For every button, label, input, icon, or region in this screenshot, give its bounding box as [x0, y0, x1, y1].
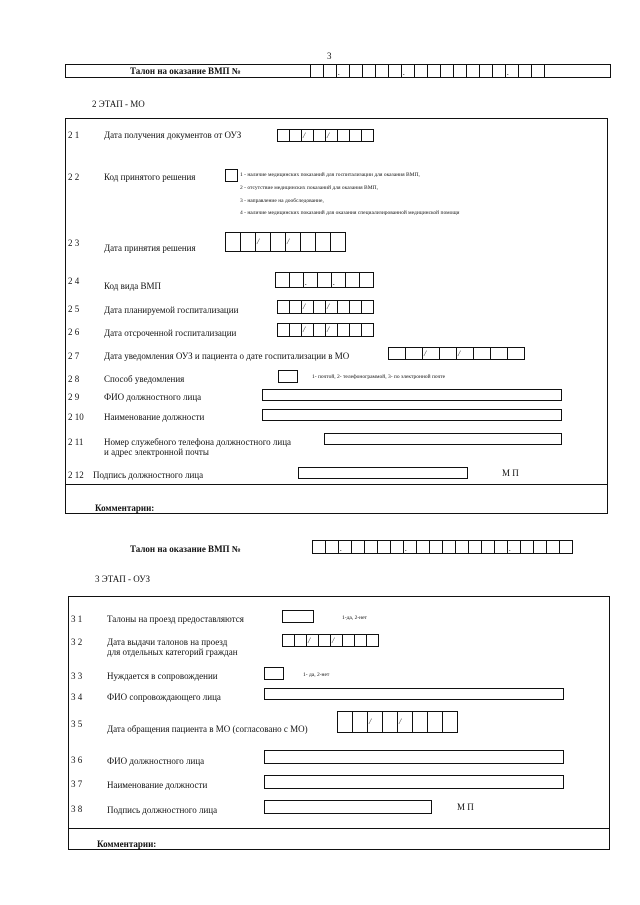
stage2-heading: 2 ЭТАП - МО [92, 99, 145, 109]
row-num: 2 6 [68, 327, 80, 337]
stage2-divider [65, 484, 608, 485]
tickets-provided-field[interactable] [282, 610, 314, 623]
row-num: 2 1 [68, 130, 80, 140]
row-label: Дата уведомления ОУЗ и пациента о дате госпитализации в МО [104, 351, 350, 361]
input-cell[interactable] [331, 272, 346, 288]
date-separator: / [308, 635, 311, 645]
row-label: Дата планируемой госпитализации [104, 305, 239, 315]
row-label-2: для отдельных категорий граждан [107, 647, 238, 657]
code-separator: . [403, 68, 405, 77]
input-cell[interactable] [490, 347, 508, 360]
row-label: Нуждается в сопровождении [107, 671, 218, 681]
input-cell[interactable] [505, 64, 519, 78]
input-cell[interactable] [492, 64, 506, 78]
input-cell[interactable] [361, 323, 374, 337]
row-num: 2 3 [68, 238, 80, 248]
input-cell[interactable] [352, 711, 368, 733]
input-cell[interactable] [403, 540, 417, 554]
comments-label-3: Комментарии: [97, 839, 157, 849]
row-num: 3 2 [71, 637, 83, 647]
row-label: Наименование должности [107, 780, 208, 790]
official-name-field[interactable] [262, 389, 562, 401]
input-cell[interactable] [390, 540, 404, 554]
row-num: 2 9 [68, 392, 80, 402]
row-label: Подпись должностного лица [93, 470, 204, 480]
code-separator: . [507, 68, 509, 77]
stamp-label: М П [502, 468, 519, 478]
input-cell[interactable] [546, 540, 560, 554]
tickets-date-field[interactable] [282, 634, 379, 647]
input-cell[interactable] [285, 232, 301, 252]
vmp-code-field[interactable] [275, 272, 374, 288]
row-num: 2 11 [68, 437, 84, 447]
decision-code-1: 1 - наличие медицинских показаний для госпитализации для оказания ВМП, [240, 172, 420, 178]
input-cell[interactable] [349, 64, 363, 78]
row-label: Дата обращения пациента в МО (согласовано с МО) [107, 724, 308, 734]
date-separator: / [369, 717, 372, 726]
input-cell[interactable] [507, 347, 525, 360]
input-cell[interactable] [481, 540, 495, 554]
date-separator: / [327, 302, 330, 311]
input-cell[interactable] [401, 64, 415, 78]
row-num: 3 5 [71, 719, 83, 729]
date-separator: / [458, 348, 461, 358]
input-cell[interactable] [397, 711, 413, 733]
input-cell[interactable] [362, 64, 376, 78]
date-separator: / [303, 302, 306, 311]
input-cell[interactable] [559, 540, 573, 554]
input-cell[interactable] [388, 347, 406, 360]
input-cell[interactable] [494, 540, 508, 554]
input-cell[interactable] [414, 64, 428, 78]
phone-email-field[interactable] [324, 433, 562, 445]
row-label: Дата выдачи талонов на проезд [107, 637, 228, 647]
row-label: Талоны на проезд предоставляются [107, 614, 244, 624]
row-label: Способ уведомления [104, 374, 185, 384]
row-num: 2 5 [68, 304, 80, 314]
row-label: Наименование должности [104, 412, 205, 422]
date-separator: / [257, 237, 260, 246]
decision-code-2: 2 - отсутствие медицинских показаний для оказания ВМП, [240, 185, 378, 191]
notification-date-field[interactable] [388, 347, 525, 360]
code-separator: . [305, 278, 307, 287]
decision-code-field[interactable] [225, 169, 238, 182]
escort-name-field[interactable] [264, 688, 564, 700]
date-separator: / [287, 237, 290, 246]
date-separator: / [327, 130, 330, 140]
date-received-field[interactable] [277, 129, 374, 142]
decision-date-field[interactable] [225, 232, 346, 252]
row-num: 2 7 [68, 351, 80, 361]
input-cell[interactable] [338, 540, 352, 554]
input-cell[interactable] [351, 540, 365, 554]
patient-appeal-date-field[interactable] [337, 711, 458, 733]
stamp-label-3: М П [457, 802, 474, 812]
row-num: 2 10 [68, 412, 84, 422]
input-cell[interactable] [359, 272, 374, 288]
deferred-hosp-date-field[interactable] [277, 323, 374, 337]
decision-code-3: 3 - направление на дообследование, [240, 198, 324, 204]
input-cell[interactable] [325, 540, 339, 554]
date-separator: / [424, 348, 427, 358]
talon-number-cells[interactable] [310, 64, 545, 78]
row-label: ФИО должностного лица [107, 756, 205, 766]
position-title-field-3[interactable] [264, 775, 564, 789]
decision-code-4: 4 - наличие медицинских показаний для оказания специализированной медицинской помощи [240, 210, 460, 216]
input-cell[interactable] [323, 64, 337, 78]
row-label: ФИО сопровождающего лица [107, 692, 221, 702]
input-cell[interactable] [310, 64, 324, 78]
input-cell[interactable] [289, 272, 304, 288]
input-cell[interactable] [255, 232, 271, 252]
date-separator: / [327, 325, 330, 334]
row-label: ФИО должностного лица [104, 392, 202, 402]
input-cell[interactable] [442, 711, 458, 733]
row-num: 3 8 [71, 804, 83, 814]
input-cell[interactable] [453, 64, 467, 78]
input-cell[interactable] [455, 540, 469, 554]
input-cell[interactable] [367, 711, 383, 733]
input-cell[interactable] [315, 232, 331, 252]
input-cell[interactable] [507, 540, 521, 554]
input-cell[interactable] [361, 129, 374, 142]
row-num: 3 6 [71, 755, 83, 765]
input-cell[interactable] [468, 540, 482, 554]
row-num: 2 12 [68, 470, 84, 480]
stage3-divider [68, 828, 610, 829]
input-cell[interactable] [412, 711, 428, 733]
input-cell[interactable] [531, 64, 545, 78]
input-cell[interactable] [375, 64, 389, 78]
input-cell[interactable] [520, 540, 534, 554]
input-cell[interactable] [440, 64, 454, 78]
notify-methods-legend: 1- почтой, 2- телефонограммой, 3- по электронной почте [312, 374, 446, 380]
talon-number-cells-2[interactable] [312, 540, 573, 554]
input-cell[interactable] [416, 540, 430, 554]
input-cell[interactable] [337, 711, 353, 733]
row-label: Подпись должностного лица [107, 805, 218, 815]
position-title-field[interactable] [262, 409, 562, 421]
row-label: Дата принятия решения [104, 243, 196, 253]
input-cell[interactable] [479, 64, 493, 78]
talon-title-2: Талон на оказание ВМП № [130, 544, 241, 554]
code-separator: . [340, 544, 342, 553]
escort-needed-field[interactable] [264, 667, 284, 680]
input-cell[interactable] [466, 64, 480, 78]
stage3-heading: 3 ЭТАП - ОУЗ [95, 574, 150, 584]
input-cell[interactable] [518, 64, 532, 78]
row-num: 2 8 [68, 374, 80, 384]
date-separator: / [399, 717, 402, 726]
row-label: Дата отсроченной госпитализации [104, 328, 237, 338]
row-label: Код принятого решения [104, 172, 196, 182]
input-cell[interactable] [427, 711, 443, 733]
input-cell[interactable] [312, 540, 326, 554]
row-num: 2 4 [68, 276, 80, 286]
input-cell[interactable] [366, 634, 379, 647]
input-cell[interactable] [361, 300, 374, 314]
row-num: 3 3 [71, 671, 83, 681]
notify-method-field[interactable] [278, 370, 298, 383]
signature-field-3[interactable] [264, 800, 432, 814]
talon-title: Талон на оказание ВМП № [130, 66, 241, 76]
input-cell[interactable] [456, 347, 474, 360]
row-label-2: и адрес электронной почты [104, 447, 209, 457]
input-cell[interactable] [240, 232, 256, 252]
date-separator: / [303, 130, 306, 140]
signature-field[interactable] [298, 467, 468, 479]
date-separator: / [332, 635, 335, 645]
input-cell[interactable] [377, 540, 391, 554]
input-cell[interactable] [364, 540, 378, 554]
yes-no-legend-2: 1- да, 2-нет [303, 672, 330, 678]
input-cell[interactable] [533, 540, 547, 554]
input-cell[interactable] [422, 347, 440, 360]
planned-hosp-date-field[interactable] [277, 300, 374, 314]
input-cell[interactable] [336, 64, 350, 78]
input-cell[interactable] [473, 347, 491, 360]
input-cell[interactable] [300, 232, 316, 252]
input-cell[interactable] [427, 64, 441, 78]
input-cell[interactable] [382, 711, 398, 733]
input-cell[interactable] [275, 272, 290, 288]
input-cell[interactable] [317, 272, 332, 288]
row-label: Дата получения документов от ОУЗ [104, 130, 242, 140]
input-cell[interactable] [225, 232, 241, 252]
official-name-field-3[interactable] [264, 750, 564, 764]
page-number: 3 [327, 51, 332, 61]
input-cell[interactable] [330, 232, 346, 252]
input-cell[interactable] [345, 272, 360, 288]
row-label: Номер служебного телефона должностного лица [104, 437, 292, 447]
comments-label: Комментарии: [95, 503, 155, 513]
input-cell[interactable] [442, 540, 456, 554]
input-cell[interactable] [439, 347, 457, 360]
yes-no-legend: 1-да, 2-нет [342, 615, 367, 621]
row-num: 3 4 [71, 692, 83, 702]
code-separator: . [338, 68, 340, 77]
input-cell[interactable] [270, 232, 286, 252]
code-separator: . [333, 278, 335, 287]
input-cell[interactable] [388, 64, 402, 78]
code-separator: . [405, 544, 407, 553]
input-cell[interactable] [429, 540, 443, 554]
row-num: 3 7 [71, 779, 83, 789]
row-num: 3 1 [71, 614, 83, 624]
input-cell[interactable] [405, 347, 423, 360]
input-cell[interactable] [303, 272, 318, 288]
row-num: 2 2 [68, 172, 80, 182]
date-separator: / [303, 325, 306, 334]
row-label: Код вида ВМП [104, 281, 162, 291]
code-separator: . [509, 544, 511, 553]
